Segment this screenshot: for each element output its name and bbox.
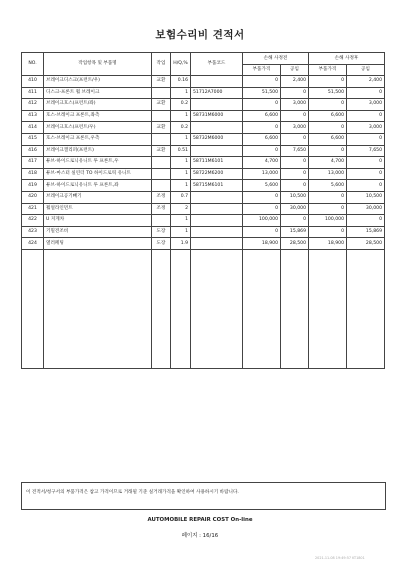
cell-bl: 3,000 — [281, 99, 309, 111]
cell-work — [152, 157, 171, 169]
header-before-group: 손해 사정전 — [243, 53, 309, 65]
table-row — [22, 76, 385, 88]
cell-code — [191, 99, 243, 111]
cell-work: 조정 — [152, 203, 171, 215]
cell-al: 0 — [347, 168, 385, 180]
cell-bl: 0 — [281, 180, 309, 192]
cell-code: 58722M6200 — [191, 168, 243, 180]
cell-no: 418 — [22, 168, 44, 180]
header-hq: H/Q,% — [171, 53, 191, 76]
cell-bp: 51,500 — [243, 87, 281, 99]
cell-item: 기밀견조비 — [44, 226, 152, 238]
cell-code: 58732M6000 — [191, 133, 243, 145]
cell-al: 15,869 — [347, 226, 385, 238]
cell-bp: 0 — [243, 99, 281, 111]
cell-work: 교환 — [152, 145, 171, 157]
header-after-group: 손해 사정후 — [309, 53, 385, 65]
price-notice: 이 견적서/청구서의 부품가격은 참고 가격이므로 거래될 기준 실거래가격을 확인하여 사용하시기 바랍니다. — [21, 482, 386, 510]
cell-code — [191, 76, 243, 88]
cell-code — [191, 238, 243, 250]
document-title: 보험수리비 견적서 — [155, 29, 245, 41]
estimate-table — [21, 52, 385, 369]
table-row — [22, 238, 385, 250]
cell-al: 3,000 — [347, 122, 385, 134]
cell-item: 튜브-마스터 실린더 TO 하이드로릭 유니트 — [44, 168, 152, 180]
cell-ap: 0 — [309, 99, 347, 111]
cell-no: 412 — [22, 99, 44, 111]
table-row — [22, 157, 385, 169]
blank-cell — [347, 249, 385, 368]
cell-hq: 0.51 — [171, 145, 191, 157]
cell-bl: 10,500 — [281, 191, 309, 203]
blank-cell — [281, 249, 309, 368]
cell-bp: 0 — [243, 76, 281, 88]
cell-work — [152, 168, 171, 180]
cell-bl: 0 — [281, 87, 309, 99]
header-item: 작업항목 및 부품명 — [44, 53, 152, 76]
cell-item: 디스크-프론트 휠 브레이크 — [44, 87, 152, 99]
cell-code: 58715M6101 — [191, 180, 243, 192]
cell-no: 417 — [22, 157, 44, 169]
footer-brand: AUTOMOBILE REPAIR COST On-line — [147, 517, 253, 523]
table-row — [22, 87, 385, 99]
cell-al: 30,000 — [347, 203, 385, 215]
cell-code — [191, 191, 243, 203]
blank-cell — [171, 249, 191, 368]
blank-cell — [152, 249, 171, 368]
cell-ap: 5,600 — [309, 180, 347, 192]
cell-bl: 7,650 — [281, 145, 309, 157]
cell-bl: 0 — [281, 157, 309, 169]
cell-item: 호스-브레이크 프론트,좌측 — [44, 110, 152, 122]
cell-bp: 6,600 — [243, 110, 281, 122]
cell-al: 0 — [347, 215, 385, 227]
cell-bl: 15,869 — [281, 226, 309, 238]
cell-no: 415 — [22, 133, 44, 145]
cell-bl: 0 — [281, 133, 309, 145]
cell-bp: 0 — [243, 122, 281, 134]
cell-bp: 100,000 — [243, 215, 281, 227]
print-stamp: 2021-11-08 19:49:57 KT1801 — [315, 556, 365, 560]
cell-code: 51712A7000 — [191, 87, 243, 99]
cell-no: 413 — [22, 110, 44, 122]
cell-item: 브레이크호스(프런트/우) — [44, 122, 152, 134]
cell-hq: 1 — [171, 110, 191, 122]
cell-hq: 0.7 — [171, 191, 191, 203]
cell-al: 3,000 — [347, 99, 385, 111]
cell-no: 419 — [22, 180, 44, 192]
cell-code — [191, 122, 243, 134]
cell-no: 424 — [22, 238, 44, 250]
cell-code: 58731M6000 — [191, 110, 243, 122]
cell-hq: 1 — [171, 226, 191, 238]
cell-no: 416 — [22, 145, 44, 157]
cell-item: 브레이크호스(프런트/좌) — [44, 99, 152, 111]
header-no: NO. — [22, 53, 44, 76]
cell-hq: 1 — [171, 180, 191, 192]
cell-item: 호스-브레이크 프론트,우측 — [44, 133, 152, 145]
cell-no: 423 — [22, 226, 44, 238]
blank-cell — [191, 249, 243, 368]
table-row — [22, 99, 385, 111]
cell-ap: 18,900 — [309, 238, 347, 250]
table-row — [22, 226, 385, 238]
header-before-part-price: 부품가격 — [243, 65, 281, 76]
cell-no: 422 — [22, 215, 44, 227]
cell-bp: 13,000 — [243, 168, 281, 180]
cell-work: 교환 — [152, 99, 171, 111]
cell-bp: 18,900 — [243, 238, 281, 250]
cell-item: 브레이크디스크(프런트/우) — [44, 76, 152, 88]
cell-work: 도장 — [152, 238, 171, 250]
cell-bp: 0 — [243, 145, 281, 157]
header-code: 부품코드 — [191, 53, 243, 76]
cell-hq: 1 — [171, 168, 191, 180]
cell-hq: 0.2 — [171, 99, 191, 111]
cell-code: 58711M6101 — [191, 157, 243, 169]
header-after-part-price: 부품가격 — [309, 65, 347, 76]
cell-al: 0 — [347, 110, 385, 122]
table-row — [22, 191, 385, 203]
cell-item: 열러페팅 — [44, 238, 152, 250]
cell-work — [152, 215, 171, 227]
table-row — [22, 180, 385, 192]
cell-work — [152, 180, 171, 192]
cell-bp: 4,700 — [243, 157, 281, 169]
cell-hq: 1 — [171, 215, 191, 227]
cell-al: 0 — [347, 133, 385, 145]
blank-cell — [22, 249, 44, 368]
cell-work: 교환 — [152, 76, 171, 88]
cell-bp: 6,600 — [243, 133, 281, 145]
cell-ap: 0 — [309, 145, 347, 157]
cell-al: 0 — [347, 87, 385, 99]
header-before-labor: 공임 — [281, 65, 309, 76]
cell-no: 414 — [22, 122, 44, 134]
cell-bl: 3,000 — [281, 122, 309, 134]
cell-item: U 지게차 — [44, 215, 152, 227]
table-row — [22, 203, 385, 215]
table-row — [22, 110, 385, 122]
cell-ap: 4,700 — [309, 157, 347, 169]
cell-hq: 1 — [171, 87, 191, 99]
blank-row — [22, 249, 385, 368]
cell-work — [152, 110, 171, 122]
estimate-rows — [22, 76, 385, 369]
cell-hq: 1 — [171, 133, 191, 145]
cell-work — [152, 87, 171, 99]
cell-work: 교환 — [152, 122, 171, 134]
cell-ap: 0 — [309, 122, 347, 134]
cell-no: 410 — [22, 76, 44, 88]
cell-work: 조정 — [152, 191, 171, 203]
blank-cell — [243, 249, 281, 368]
cell-bl: 30,000 — [281, 203, 309, 215]
cell-bl: 28,500 — [281, 238, 309, 250]
cell-bp: 0 — [243, 226, 281, 238]
cell-no: 420 — [22, 191, 44, 203]
cell-ap: 100,000 — [309, 215, 347, 227]
cell-al: 28,500 — [347, 238, 385, 250]
cell-ap: 6,600 — [309, 110, 347, 122]
cell-bp: 5,600 — [243, 180, 281, 192]
cell-item: 브레이크공기빼기 — [44, 191, 152, 203]
cell-hq: 0.16 — [171, 76, 191, 88]
header-work: 작업 — [152, 53, 171, 76]
cell-ap: 0 — [309, 203, 347, 215]
cell-ap: 6,600 — [309, 133, 347, 145]
cell-work: 도장 — [152, 226, 171, 238]
cell-code — [191, 215, 243, 227]
cell-item: 휠얼라인먼트 — [44, 203, 152, 215]
cell-hq: 0.2 — [171, 122, 191, 134]
cell-item: 튜브-하이드로닉유니트 투 프론트,우 — [44, 157, 152, 169]
cell-code — [191, 226, 243, 238]
cell-bl: 2,400 — [281, 76, 309, 88]
table-row — [22, 145, 385, 157]
cell-hq: 1 — [171, 157, 191, 169]
cell-hq: 1.9 — [171, 238, 191, 250]
table-row — [22, 122, 385, 134]
table-row — [22, 168, 385, 180]
cell-ap: 51,500 — [309, 87, 347, 99]
cell-work — [152, 133, 171, 145]
cell-bp: 0 — [243, 203, 281, 215]
cell-no: 411 — [22, 87, 44, 99]
cell-code — [191, 203, 243, 215]
cell-item: 튜브-하이드로닉유니트 투 프론트,좌 — [44, 180, 152, 192]
cell-code — [191, 145, 243, 157]
cell-no: 421 — [22, 203, 44, 215]
page-number: 페이지 : 16/16 — [181, 533, 219, 539]
cell-hq: 2 — [171, 203, 191, 215]
cell-ap: 0 — [309, 226, 347, 238]
blank-cell — [44, 249, 152, 368]
cell-ap: 0 — [309, 191, 347, 203]
cell-bl: 0 — [281, 168, 309, 180]
cell-al: 10,500 — [347, 191, 385, 203]
cell-ap: 13,000 — [309, 168, 347, 180]
blank-cell — [309, 249, 347, 368]
table-row — [22, 215, 385, 227]
cell-al: 7,650 — [347, 145, 385, 157]
cell-al: 0 — [347, 180, 385, 192]
cell-item: 브레이크캘리퍼(프런트) — [44, 145, 152, 157]
header-after-labor: 공임 — [347, 65, 385, 76]
cell-bp: 0 — [243, 191, 281, 203]
cell-bl: 0 — [281, 215, 309, 227]
cell-al: 2,400 — [347, 76, 385, 88]
cell-ap: 0 — [309, 76, 347, 88]
table-row — [22, 133, 385, 145]
cell-al: 0 — [347, 157, 385, 169]
cell-bl: 0 — [281, 110, 309, 122]
